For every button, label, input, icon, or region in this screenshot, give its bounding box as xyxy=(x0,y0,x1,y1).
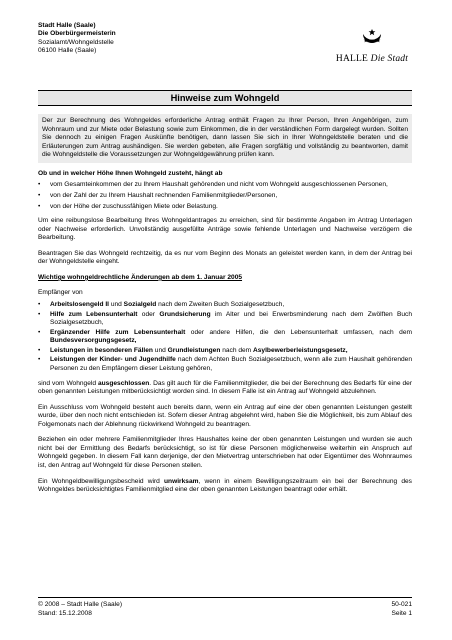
list-item: • vom Gesamteinkommen der zu Ihrem Haushalt gehörenden und nicht vom Wohngeld ausgeschlossenen Personen, xyxy=(38,181,412,190)
logo-wordmark: HALLE Die Stadt xyxy=(335,54,409,64)
eligibility-list xyxy=(38,181,412,211)
pending-application-paragraph: Ein Ausschluss vom Wohngeld besteht auch bereits dann, wenn ein Antrag auf eine der oben genannten Leistungen gestellt wurde, über den noch nicht entschieden ist. Sofern dieser Antrag abgelehnt wird, haben Sie die Möglichkeit, bis zum Ablauf des Folgemonats nach der Ablehnung rückwirkend Wohngeld zu beantragen. xyxy=(38,403,412,428)
exclusion-paragraph: sind vom Wohngeld ausgeschlossen. Das gilt auch für die Familienmitglieder, die bei der Berechnung des Bedarfs für eine der oben genannten Leistungen mitberücksichtigt worden sind. In diesem Falle ist ein Antrag auf Wohngeld abzulehnen. xyxy=(38,379,413,396)
copyright: © 2008 – Stadt Halle (Saale) xyxy=(38,601,123,608)
processing-paragraph: Um eine reibungslose Bearbeitung Ihres Wohngeldantrages zu erreichen, sind für bestimmte Angaben im Antrag Unterlagen oder Nachweise erforderlich. Unvollständig ausgefüllte Anträge sowie fehlende Unterlagen und Nachweise verzögern die Bearbeitung. xyxy=(38,217,412,242)
changes-heading: Wichtige wohngeldrechtliche Änderungen ab dem 1. Januar 2005 xyxy=(38,273,243,281)
invalidation-paragraph: Ein Wohngeldbewilligungsbescheid wird unwirksam, wenn in einem Bewilligungszeitraum ein bei der Berechnung des Wohngeldes berücksichtigtes Familienmitglied eine der oben genannten Leistungen beantragt oder erhält. xyxy=(38,477,412,494)
timing-paragraph: Beantragen Sie das Wohngeld rechtzeitig, da es nur vom Beginn des Monats an geleistet werden kann, in dem der Antrag bei der Wohngeldstelle eingeht. xyxy=(38,249,412,266)
intro-paragraph: Der zur Berechnung des Wohngeldes erforderliche Antrag enthält Fragen zu Ihrer Person, Ihren Angehörigen, zum Wohnraum und zur Miete oder Belastung sowie zum Einkommen, die in der verständlichen Form dargelegt wurden. Sollten Sie dennoch zu einigen Fragen Auskünfte benötigen, dann lassen Sie sich in Ihrer Wohngeldstelle beraten und die Erläuterungen zum Antrag aushändigen. Sie werden gebeten, alle Fragen sorgfältig und vollständig zu beantworten, damit die Wohngeldstelle die Voraussetzungen zur Wohngeldgewährung prüfen kann. xyxy=(38,114,412,163)
list-item: • Ergänzender Hilfe zum Lebensunterhalt oder andere Hilfen, die den Lebensunterhalt umfassen, nach dem Bundesversorgungsgesetz, xyxy=(38,329,412,346)
recipients-lead: Empfänger von xyxy=(38,289,83,297)
list-item: • Leistungen der Kinder- und Jugendhilfe nach dem Achten Buch Sozialgesetzbuch, wenn alle zum Haushalt gehörenden Personen zu den Empfängern dieser Leistung gehören, xyxy=(38,356,412,373)
form-number: 50-021 xyxy=(391,601,412,608)
city-logo xyxy=(332,28,412,65)
issuer-postcode: 06100 Halle (Saale) xyxy=(38,47,97,55)
page-title: Hinweise zum Wohngeld xyxy=(38,90,412,106)
crescent-stars-icon xyxy=(359,28,385,52)
list-item: • von der Zahl der zu Ihrem Haushalt rechnenden Familienmitglieder/Personen, xyxy=(38,192,412,201)
issuer-department: Sozialamt/Wohngeldstelle xyxy=(38,38,114,46)
list-item: • Hilfe zum Lebensunterhalt oder Grundsicherung im Alter und bei Erwerbsminderung nach dem Zwölften Buch Sozialgesetzbuch, xyxy=(38,311,412,328)
issuer-office: Die Oberbürgermeisterin xyxy=(38,30,116,38)
page-number: Seite 1 xyxy=(391,609,412,617)
household-members-paragraph: Beziehen ein oder mehrere Familienmitglieder Ihres Haushaltes keine der oben genannten Leistungen und wurden sie auch nicht bei der Ermittlung des Bedarfs berücksichtigt, so ist für diese Personen möglicherweise weiterhin ein Anspruch auf Wohngeld gegeben. In diesem Fall kann derjenige, der den Mietvertrag unterschrieben hat oder Eigentümer des Wohnraumes ist, den Antrag auf Wohngeld für diese Personen stellen. xyxy=(38,436,412,469)
revision-date: Stand: 15.12.2008 xyxy=(38,609,92,617)
list-item: • Leistungen in besonderen Fällen und Grundleistungen nach dem Asylbewerberleistungsgesetz, xyxy=(38,347,412,356)
eligibility-heading: Ob und in welcher Höhe Ihnen Wohngeld zusteht, hängt ab xyxy=(38,169,223,177)
letterhead xyxy=(38,22,412,70)
recipients-list xyxy=(38,301,412,374)
page-footer xyxy=(38,597,412,618)
document-page xyxy=(38,22,412,502)
list-item: • Arbeitslosengeld II und Sozialgeld nach dem Zweiten Buch Sozialgesetzbuch, xyxy=(38,301,412,310)
issuer-city: Stadt Halle (Saale) xyxy=(38,22,96,29)
list-item: • von der Höhe der zuschussfähigen Miete oder Belastung. xyxy=(38,203,412,212)
